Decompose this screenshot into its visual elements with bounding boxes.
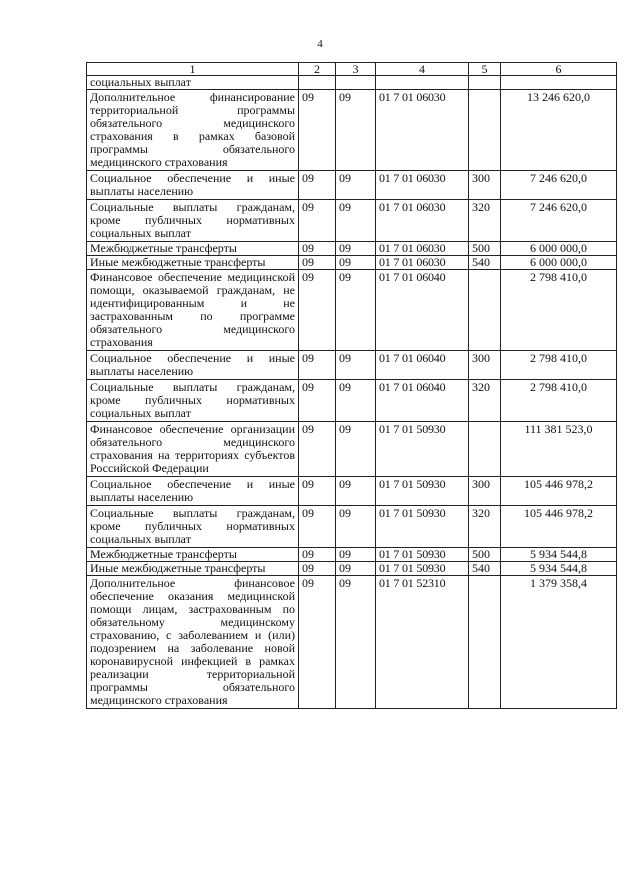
section-code-cell: 09 [299,548,336,562]
subsection-code-cell [336,76,376,90]
amount-cell: 105 446 978,2 [501,477,617,506]
expense-type-cell: 540 [469,256,501,270]
section-code-cell: 09 [299,506,336,548]
amount-cell: 7 246 620,0 [501,200,617,242]
section-code-cell: 09 [299,576,336,709]
subsection-code-cell: 09 [336,576,376,709]
column-header-6: 6 [501,63,617,76]
target-article-cell: 01 7 01 50930 [376,422,469,477]
section-code-cell: 09 [299,477,336,506]
amount-cell: 2 798 410,0 [501,380,617,422]
target-article-cell: 01 7 01 06030 [376,242,469,256]
amount-cell: 2 798 410,0 [501,351,617,380]
row-name-cell: Социальное обеспечение и иные выплаты населению [87,351,299,380]
expense-type-cell: 300 [469,477,501,506]
section-code-cell: 09 [299,171,336,200]
section-code-cell: 09 [299,256,336,270]
table-row [87,171,617,200]
expense-type-cell [469,90,501,171]
target-article-cell: 01 7 01 52310 [376,576,469,709]
subsection-code-cell: 09 [336,270,376,351]
target-article-cell: 01 7 01 06030 [376,90,469,171]
target-article-cell: 01 7 01 06040 [376,351,469,380]
table-row [87,506,617,548]
subsection-code-cell: 09 [336,171,376,200]
page-number: 4 [317,38,323,50]
expense-type-cell: 300 [469,171,501,200]
table-header-row [87,63,617,76]
table-body [87,76,617,709]
row-name-cell: социальных выплат [87,76,299,90]
table-row [87,90,617,171]
expense-type-cell: 500 [469,242,501,256]
column-header-3: 3 [336,63,376,76]
table-row [87,270,617,351]
column-header-4: 4 [376,63,469,76]
target-article-cell: 01 7 01 06030 [376,200,469,242]
target-article-cell: 01 7 01 50930 [376,548,469,562]
subsection-code-cell: 09 [336,506,376,548]
amount-cell: 5 934 544,8 [501,562,617,576]
table-row [87,576,617,709]
row-name-cell: Межбюджетные трансферты [87,242,299,256]
target-article-cell: 01 7 01 06030 [376,256,469,270]
target-article-cell: 01 7 01 50930 [376,477,469,506]
table-row [87,351,617,380]
amount-cell: 7 246 620,0 [501,171,617,200]
target-article-cell: 01 7 01 06040 [376,380,469,422]
row-name-cell: Социальные выплаты гражданам, кроме публичных нормативных социальных выплат [87,506,299,548]
section-code-cell: 09 [299,562,336,576]
section-code-cell [299,76,336,90]
row-name-cell: Финансовое обеспечение медицинской помощи, оказываемой гражданам, не идентифицированным и не застрахованным по программе обязательного медицинского страхования [87,270,299,351]
column-header-2: 2 [299,63,336,76]
subsection-code-cell: 09 [336,422,376,477]
expense-type-cell: 300 [469,351,501,380]
table-row [87,380,617,422]
target-article-cell: 01 7 01 50930 [376,506,469,548]
row-name-cell: Социальные выплаты гражданам, кроме публичных нормативных социальных выплат [87,200,299,242]
amount-cell: 5 934 544,8 [501,548,617,562]
row-name-cell: Социальные выплаты гражданам, кроме публичных нормативных социальных выплат [87,380,299,422]
amount-cell: 105 446 978,2 [501,506,617,548]
budget-table [86,62,617,709]
section-code-cell: 09 [299,90,336,171]
section-code-cell: 09 [299,380,336,422]
subsection-code-cell: 09 [336,562,376,576]
table-row [87,76,617,90]
section-code-cell: 09 [299,351,336,380]
section-code-cell: 09 [299,270,336,351]
row-name-cell: Дополнительное финансовое обеспечение оказания медицинской помощи лицам, застрахованным по обязательному медицинскому страхованию, с заболеванием и (или) подозрением на заболевание новой коронавирусной инфекцией в рамках реализации территориальной программы обязательного медицинского страхования [87,576,299,709]
amount-cell: 1 379 358,4 [501,576,617,709]
subsection-code-cell: 09 [336,380,376,422]
amount-cell: 111 381 523,0 [501,422,617,477]
amount-cell: 13 246 620,0 [501,90,617,171]
target-article-cell: 01 7 01 06040 [376,270,469,351]
table-row [87,548,617,562]
expense-type-cell [469,576,501,709]
target-article-cell: 01 7 01 50930 [376,562,469,576]
amount-cell: 6 000 000,0 [501,242,617,256]
subsection-code-cell: 09 [336,242,376,256]
row-name-cell: Социальное обеспечение и иные выплаты населению [87,477,299,506]
section-code-cell: 09 [299,242,336,256]
table-row [87,562,617,576]
amount-cell: 6 000 000,0 [501,256,617,270]
target-article-cell: 01 7 01 06030 [376,171,469,200]
row-name-cell: Дополнительное финансирование территориальной программы обязательного медицинского страхования в рамках базовой программы обязательного медицинского страхования [87,90,299,171]
subsection-code-cell: 09 [336,256,376,270]
expense-type-cell: 320 [469,380,501,422]
column-header-1: 1 [87,63,299,76]
table-row [87,256,617,270]
table-row [87,422,617,477]
expense-type-cell: 500 [469,548,501,562]
column-header-5: 5 [469,63,501,76]
table-row [87,200,617,242]
section-code-cell: 09 [299,200,336,242]
expense-type-cell [469,270,501,351]
expense-type-cell [469,422,501,477]
section-code-cell: 09 [299,422,336,477]
table-row [87,242,617,256]
row-name-cell: Иные межбюджетные трансферты [87,256,299,270]
table-row [87,477,617,506]
expense-type-cell: 540 [469,562,501,576]
row-name-cell: Социальное обеспечение и иные выплаты населению [87,171,299,200]
expense-type-cell: 320 [469,200,501,242]
subsection-code-cell: 09 [336,90,376,171]
expense-type-cell [469,76,501,90]
subsection-code-cell: 09 [336,200,376,242]
subsection-code-cell: 09 [336,477,376,506]
amount-cell [501,76,617,90]
row-name-cell: Иные межбюджетные трансферты [87,562,299,576]
row-name-cell: Межбюджетные трансферты [87,548,299,562]
target-article-cell [376,76,469,90]
expense-type-cell: 320 [469,506,501,548]
row-name-cell: Финансовое обеспечение организации обязательного медицинского страхования на территориях субъектов Российской Федерации [87,422,299,477]
subsection-code-cell: 09 [336,351,376,380]
subsection-code-cell: 09 [336,548,376,562]
amount-cell: 2 798 410,0 [501,270,617,351]
